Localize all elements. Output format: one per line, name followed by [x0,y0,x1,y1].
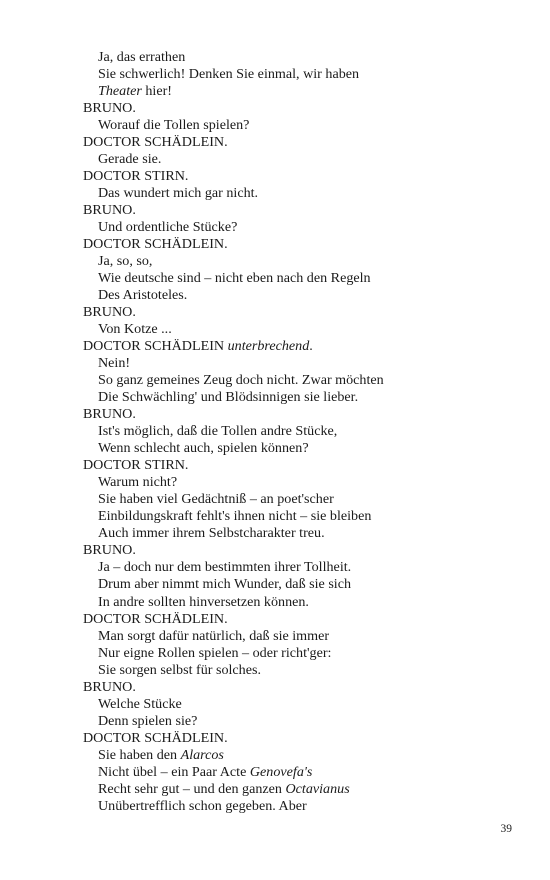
line-text: Ja, so, so, [98,253,153,270]
verse-line [83,747,530,764]
line-text: Nicht übel – ein Paar Acte [98,763,250,780]
line-text: . [309,338,313,355]
line-text: Einbildungskraft fehlt's ihnen nicht – sie bleiben [98,508,372,525]
italic-text: Genovefa's [249,763,313,780]
line-text: Sie schwerlich! Denken Sie einmal, wir haben [98,66,360,83]
line-text: Und ordentliche Stücke? [98,219,238,236]
verse-line [83,440,530,457]
line-text: Ja, das errathen [98,49,186,65]
speaker-name [83,730,530,747]
line-text: Die Schwächling' und Blödsinnigen sie lieber. [98,389,359,406]
line-text: BRUNO. [83,542,136,559]
line-text: BRUNO. [83,100,136,117]
verse-line [83,491,530,508]
verse-line [83,270,530,287]
verse-line [83,798,530,815]
line-text: Von Kotze ... [98,321,172,338]
speaker-name [83,457,530,474]
verse-line [83,508,530,525]
verse-line [83,628,530,645]
line-text: Auch immer ihrem Selbstcharakter treu. [98,525,325,542]
line-text: Nur eigne Rollen spielen – oder richt'ger: [98,644,332,661]
line-text: Unübertrefflich schon gegeben. Aber [98,797,307,814]
line-text: Wenn schlecht auch, spielen können? [98,440,309,457]
line-text: Worauf die Tollen spielen? [98,117,250,134]
verse-line [83,525,530,542]
verse-line [83,781,530,798]
line-text: Welche Stücke [98,695,182,712]
verse-line [83,117,530,134]
line-text: Des Aristoteles. [98,287,188,304]
line-text: DOCTOR SCHÄDLEIN. [83,610,228,627]
speaker-name [83,406,530,423]
line-text: DOCTOR SCHÄDLEIN [83,338,228,355]
line-text: Gerade sie. [98,151,162,168]
verse-line [83,559,530,576]
verse-line [83,423,530,440]
verse-line [83,185,530,202]
line-text: Ist's möglich, daß die Tollen andre Stücke, [98,423,338,440]
verse-line [83,355,530,372]
line-text: BRUNO. [83,406,136,423]
verse-line [83,474,530,491]
verse-line [83,389,530,406]
line-text: Denn spielen sie? [98,712,198,729]
italic-text: unterbrechend [227,338,310,355]
verse-line [83,764,530,781]
line-text: DOCTOR SCHÄDLEIN. [83,134,228,151]
speaker-name [83,168,530,185]
verse-line [83,645,530,662]
line-text: BRUNO. [83,678,136,695]
italic-text: Octavianus [285,780,350,797]
verse-line [83,713,530,730]
verse-line [83,662,530,679]
speaker-name [83,134,530,151]
speaker-name [83,338,530,355]
italic-text: Theater [98,83,142,100]
verse-line [83,151,530,168]
line-text: Recht sehr gut – und den ganzen [98,780,286,797]
verse-line [83,594,530,611]
line-text: Ja – doch nur dem bestimmten ihrer Tollheit. [98,559,352,576]
italic-text: Alarcos [180,746,224,763]
speaker-name [83,304,530,321]
speaker-name [83,542,530,559]
line-text: Drum aber nimmt mich Wunder, daß sie sich [98,576,352,593]
verse-line [83,576,530,593]
verse-line [83,253,530,270]
line-text: Nein! [98,355,131,372]
verse-line [83,66,530,83]
verse-line [83,696,530,713]
speaker-name [83,679,530,696]
speaker-name [83,100,530,117]
line-text: DOCTOR STIRN. [83,457,189,474]
line-text: DOCTOR SCHÄDLEIN. [83,729,228,746]
line-text: BRUNO. [83,202,136,219]
play-text [83,49,530,815]
line-text: Sie sorgen selbst für solches. [98,661,261,678]
line-text: Das wundert mich gar nicht. [98,185,259,202]
verse-line [83,83,530,100]
verse-line [83,287,530,304]
line-text: In andre sollten hinversetzen können. [98,593,309,610]
line-text: Wie deutsche sind – nicht eben nach den Regeln [98,270,371,287]
verse-line [83,49,530,66]
line-text: Man sorgt dafür natürlich, daß sie immer [98,627,330,644]
speaker-name [83,202,530,219]
line-text: BRUNO. [83,304,136,321]
line-text: Sie haben den [98,746,181,763]
verse-line [83,219,530,236]
line-text: hier! [141,83,172,100]
line-text: So ganz gemeines Zeug doch nicht. Zwar möchten [98,372,384,389]
line-text: Warum nicht? [98,474,178,491]
verse-line [83,372,530,389]
line-text: DOCTOR SCHÄDLEIN. [83,236,228,253]
page-number: 39 [500,823,512,835]
line-text: DOCTOR STIRN. [83,168,189,185]
line-text: Sie haben viel Gedächtniß – an poet'scher [98,491,334,508]
speaker-name [83,611,530,628]
verse-line [83,321,530,338]
speaker-name [83,236,530,253]
